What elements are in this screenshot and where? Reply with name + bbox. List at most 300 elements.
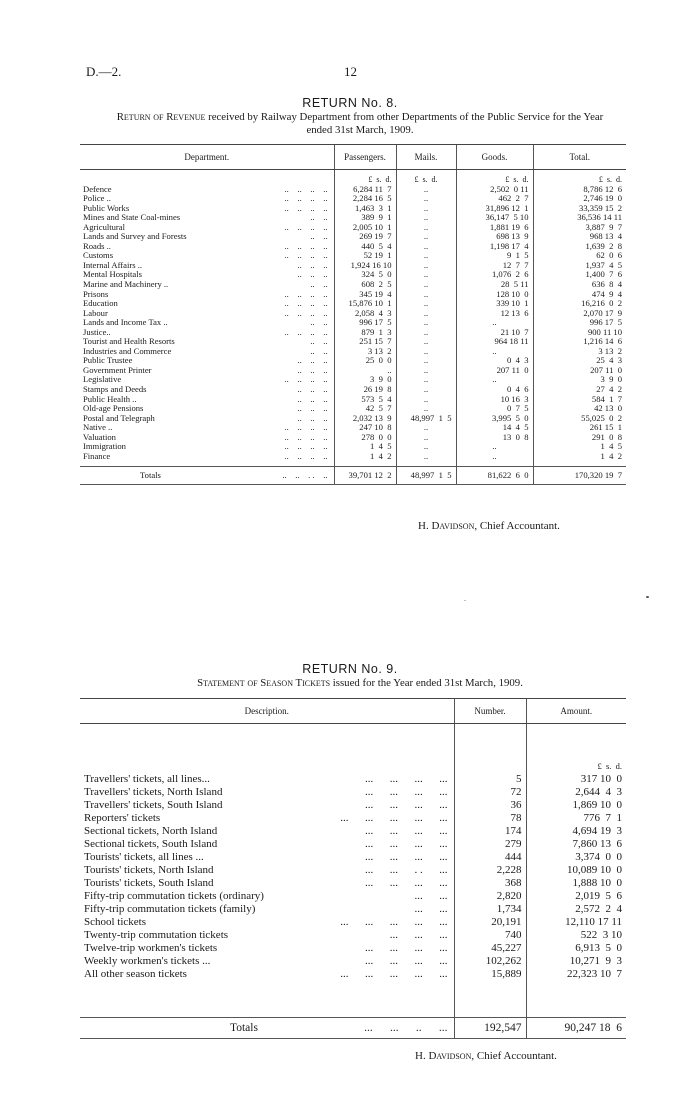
department-cell-text: Customs xyxy=(83,250,114,261)
goods-cell: .. xyxy=(456,442,533,452)
mails-cell: .. xyxy=(396,242,456,252)
signature-title: , Chief Accountant. xyxy=(474,520,560,532)
passengers-cell: 2,005 10 1 xyxy=(334,223,396,233)
dot-leader: .. .. xyxy=(310,317,328,328)
description-cell xyxy=(80,877,454,890)
mails-cell: .. xyxy=(396,204,456,214)
print-speck xyxy=(464,600,466,601)
number-cell: 174 xyxy=(454,825,526,838)
amount-cell: 2,572 2 4 xyxy=(526,903,626,916)
number-cell: 102,262 xyxy=(454,955,526,968)
dot-leader: ... ... xyxy=(414,903,448,915)
total-cell: 16,216 0 2 xyxy=(533,299,626,309)
department-cell-text: Justice.. xyxy=(83,326,111,337)
total-cell: 261 15 1 xyxy=(533,423,626,433)
passengers-cell: 324 5 0 xyxy=(334,270,396,280)
dot-leader: .. .. xyxy=(310,231,328,242)
mails-cell: .. xyxy=(396,223,456,233)
dot-leader: ... ... ... ... ... xyxy=(340,916,448,928)
return-9-subtitle-rest: issued for the Year ended 31st March, 1909. xyxy=(330,677,523,689)
dot-leader: ... ... .. ... xyxy=(364,1022,448,1034)
total-cell: 55,025 0 2 xyxy=(533,414,626,424)
number-cell: 2,228 xyxy=(454,864,526,877)
description-cell-text: School tickets xyxy=(84,916,147,928)
goods-cell: 12 7 7 xyxy=(456,261,533,271)
table-row xyxy=(80,968,626,981)
total-cell: 968 13 4 xyxy=(533,232,626,242)
table-row xyxy=(80,414,626,424)
passengers-cell: 251 15 7 xyxy=(334,337,396,347)
table-row xyxy=(80,433,626,443)
description-cell-text: Twelve-trip workmen's tickets xyxy=(84,942,218,954)
mails-cell: .. xyxy=(396,442,456,452)
return-9-title: RETURN No. 9. xyxy=(302,662,398,676)
dot-leader: .. .. .. .. xyxy=(284,298,328,309)
dot-leader: .. .. .. .. xyxy=(284,307,328,318)
mails-cell: .. xyxy=(396,404,456,414)
table-row xyxy=(80,318,626,328)
dot-leader: .. .. xyxy=(310,345,328,356)
goods-cell: 462 2 7 xyxy=(456,194,533,204)
return-8-header-row xyxy=(80,145,626,170)
table-row xyxy=(80,395,626,405)
department-cell-text: Immigration xyxy=(83,441,126,452)
description-cell-text: Reporters' tickets xyxy=(84,812,161,824)
amount-cell: 522 3 10 xyxy=(526,929,626,942)
amount-cell: 317 10 0 xyxy=(526,773,626,786)
passengers-cell: 389 9 1 xyxy=(334,213,396,223)
signature-title: , Chief Accountant. xyxy=(471,1050,557,1062)
amount-cell: 12,110 17 11 xyxy=(526,916,626,929)
department-cell-text: Finance xyxy=(83,450,111,461)
dot-leader: .. .. .. xyxy=(297,403,328,414)
dot-leader: .. .. .. .. xyxy=(284,450,328,461)
table-row xyxy=(80,280,626,290)
units-row xyxy=(80,760,626,773)
goods-cell: 0 4 6 xyxy=(456,385,533,395)
mails-cell: .. xyxy=(396,356,456,366)
passengers-cell: 6,284 11 7 xyxy=(334,185,396,195)
table-row xyxy=(80,232,626,242)
dot-leader: .. .. .. xyxy=(297,269,328,280)
description-cell-text: Travellers' tickets, North Island xyxy=(84,786,223,798)
table-row xyxy=(80,366,626,376)
goods-cell: 9 1 5 xyxy=(456,251,533,261)
table-row xyxy=(80,851,626,864)
number-total: 192,547 xyxy=(454,1018,526,1039)
amount-cell: 6,913 5 0 xyxy=(526,942,626,955)
number-cell: 5 xyxy=(454,773,526,786)
description-cell-text: Travellers' tickets, all lines... xyxy=(84,773,210,785)
table-row xyxy=(80,194,626,204)
passengers-cell: 247 10 8 xyxy=(334,423,396,433)
table-row xyxy=(80,942,626,955)
dot-leader: .. .. .. xyxy=(297,259,328,270)
description-cell-text: Fifty-trip commutation tickets (ordinary) xyxy=(84,890,264,902)
mails-cell: .. xyxy=(396,375,456,385)
goods-cell: 21 10 7 xyxy=(456,328,533,338)
total-cell: 1,639 2 8 xyxy=(533,242,626,252)
total-cell: 1 4 5 xyxy=(533,442,626,452)
department-cell-text: Marine and Machinery .. xyxy=(83,279,169,290)
department-cell-text: Native .. xyxy=(83,422,113,433)
totals-row xyxy=(80,467,626,485)
mails-cell: .. xyxy=(396,299,456,309)
passengers-cell: .. xyxy=(334,366,396,376)
dot-leader: ... ... ... ... xyxy=(365,877,448,889)
return-8-subtitle xyxy=(110,111,610,137)
description-cell xyxy=(80,773,454,786)
goods-cell: 31,896 12 1 xyxy=(456,204,533,214)
dot-leader: .. .. .. xyxy=(297,364,328,375)
dot-leader: .. .. .. .. xyxy=(284,374,328,385)
goods-cell: 207 11 0 xyxy=(456,366,533,376)
department-cell-text: Internal Affairs .. xyxy=(83,259,143,270)
mails-cell: .. xyxy=(396,318,456,328)
goods-cell: 12 13 6 xyxy=(456,309,533,319)
goods-cell: 2,502 0 11 xyxy=(456,185,533,195)
dot-leader: .. .. xyxy=(310,336,328,347)
description-cell xyxy=(80,968,454,981)
total-cell: 1 4 2 xyxy=(533,452,626,462)
goods-cell: 0 7 5 xyxy=(456,404,533,414)
description-cell-text: Tourists' tickets, all lines ... xyxy=(84,851,204,863)
department-cell-text: Industries and Commerce xyxy=(83,345,172,356)
total-cell: 62 0 6 xyxy=(533,251,626,261)
department-cell-text: Labour xyxy=(83,307,108,318)
department-cell-text: Mental Hospitals xyxy=(83,269,142,280)
number-cell: 15,889 xyxy=(454,968,526,981)
mails-cell: .. xyxy=(396,337,456,347)
mails-cell: .. xyxy=(396,433,456,443)
mails-cell: .. xyxy=(396,347,456,357)
dot-leader: .. .. .. xyxy=(297,412,328,423)
department-cell-text: Education xyxy=(83,298,118,309)
signature-name: H. Davidson xyxy=(415,1050,472,1062)
total-cell: 8,786 12 6 xyxy=(533,185,626,195)
total-cell: 207 11 0 xyxy=(533,366,626,376)
passengers-cell: 3 9 0 xyxy=(334,375,396,385)
amount-cell: 3,374 0 0 xyxy=(526,851,626,864)
table-row xyxy=(80,955,626,968)
mails-cell: .. xyxy=(396,213,456,223)
page-reference: D.—2. xyxy=(86,64,122,79)
number-cell: 2,820 xyxy=(454,890,526,903)
description-cell xyxy=(80,812,454,825)
department-cell-text: Valuation xyxy=(83,431,116,442)
description-cell-text: Sectional tickets, South Island xyxy=(84,838,218,850)
passengers-cell: 1 4 2 xyxy=(334,452,396,462)
return-9-signature xyxy=(415,1050,557,1062)
number-cell: 78 xyxy=(454,812,526,825)
department-cell xyxy=(80,452,334,462)
mails-cell: .. xyxy=(396,232,456,242)
department-cell-text: Tourist and Health Resorts xyxy=(83,336,175,347)
mails-cell: .. xyxy=(396,251,456,261)
passengers-total: 39,701 12 2 xyxy=(334,467,396,485)
amount-cell: 10,271 9 3 xyxy=(526,955,626,968)
dot-leader: .. .. . . .. xyxy=(282,470,328,481)
totals-row xyxy=(80,1018,626,1039)
header-passengers: Passengers. xyxy=(334,145,396,170)
dot-leader: .. .. .. .. xyxy=(284,288,328,299)
passengers-cell: 269 19 7 xyxy=(334,232,396,242)
department-cell-text: Police .. xyxy=(83,193,111,204)
passengers-cell: 608 2 5 xyxy=(334,280,396,290)
table-row xyxy=(80,261,626,271)
goods-cell: .. xyxy=(456,318,533,328)
mails-cell: .. xyxy=(396,261,456,271)
table-row xyxy=(80,773,626,786)
department-cell-text: Postal and Telegraph xyxy=(83,412,155,423)
goods-cell: 28 5 11 xyxy=(456,280,533,290)
header-goods: Goods. xyxy=(456,145,533,170)
dot-leader: .. .. xyxy=(310,279,328,290)
department-cell-text: Public Health .. xyxy=(83,393,137,404)
passengers-cell: 2,284 16 5 xyxy=(334,194,396,204)
dot-leader: .. .. .. .. xyxy=(284,250,328,261)
number-cell: 1,734 xyxy=(454,903,526,916)
return-8-subtitle-rest: received by Railway Department from other Departments of the Public Service for the Year ended 31st March, 1909. xyxy=(205,111,604,136)
passengers-cell: 879 1 3 xyxy=(334,328,396,338)
number-cell: 444 xyxy=(454,851,526,864)
return-9-subtitle xyxy=(100,677,620,690)
number-cell: 368 xyxy=(454,877,526,890)
department-cell-text: Lands and Survey and Forests xyxy=(83,231,187,242)
header-total: Total. xyxy=(533,145,626,170)
amount-cell: 1,869 10 0 xyxy=(526,799,626,812)
amount-total: 90,247 18 6 xyxy=(526,1018,626,1039)
description-cell xyxy=(80,825,454,838)
department-cell-text: Prisons xyxy=(83,288,109,299)
header-description: Description. xyxy=(80,699,454,724)
total-cell: 2,746 19 0 xyxy=(533,194,626,204)
department-cell-text: Public Trustee xyxy=(83,355,133,366)
goods-cell: .. xyxy=(456,375,533,385)
amount-cell: 2,019 5 6 xyxy=(526,890,626,903)
mails-cell: .. xyxy=(396,280,456,290)
description-cell xyxy=(80,799,454,812)
dot-leader: ... ... ... ... xyxy=(365,851,448,863)
department-cell-text: Mines and State Coal-mines xyxy=(83,212,181,223)
return-9-header-row xyxy=(80,699,626,724)
description-cell xyxy=(80,864,454,877)
header-number: Number. xyxy=(454,699,526,724)
total-cell: 1,216 14 6 xyxy=(533,337,626,347)
dot-leader: .. .. .. .. xyxy=(284,221,328,232)
mails-cell: .. xyxy=(396,309,456,319)
department-cell-text: Defence xyxy=(83,183,112,194)
table-row xyxy=(80,242,626,252)
goods-cell: 1,881 19 6 xyxy=(456,223,533,233)
table-row xyxy=(80,356,626,366)
dot-leader: .. .. .. .. xyxy=(284,326,328,337)
unit-label: £ s. d. xyxy=(396,175,456,185)
total-cell: 584 1 7 xyxy=(533,395,626,405)
return-8-title: RETURN No. 8. xyxy=(302,96,398,110)
description-cell-text: Twenty-trip commutation tickets xyxy=(84,929,229,941)
description-cell xyxy=(80,942,454,955)
goods-cell: 13 0 8 xyxy=(456,433,533,443)
department-cell-text: Lands and Income Tax .. xyxy=(83,317,168,328)
dot-leader: .. .. .. .. xyxy=(284,431,328,442)
description-cell xyxy=(80,903,454,916)
dot-leader: ... ... ... ... xyxy=(365,799,448,811)
dot-leader: ... ... ... ... xyxy=(365,955,448,967)
total-cell: 636 8 4 xyxy=(533,280,626,290)
department-cell-text: Agricultural xyxy=(83,221,125,232)
unit-label: £ s. d. xyxy=(526,760,626,773)
dot-leader: .. .. .. .. xyxy=(284,202,328,213)
total-cell: 3,887 9 7 xyxy=(533,223,626,233)
description-cell-text: Sectional tickets, North Island xyxy=(84,825,218,837)
print-speck xyxy=(646,596,649,598)
mails-cell: .. xyxy=(396,270,456,280)
grand-total: 170,320 19 7 xyxy=(533,467,626,485)
passengers-cell: 15,876 10 1 xyxy=(334,299,396,309)
dot-leader: ... ... ... ... xyxy=(365,786,448,798)
table-row xyxy=(80,877,626,890)
passengers-cell: 52 19 1 xyxy=(334,251,396,261)
totals-label xyxy=(80,1018,454,1039)
goods-cell: 3,995 5 0 xyxy=(456,414,533,424)
dot-leader: ... ... ... ... ... xyxy=(340,812,448,824)
number-cell: 20,191 xyxy=(454,916,526,929)
description-cell-text: Weekly workmen's tickets ... xyxy=(84,955,211,967)
total-cell: 291 0 8 xyxy=(533,433,626,443)
total-cell: 36,536 14 11 xyxy=(533,213,626,223)
department-cell-text: Old-age Pensions xyxy=(83,403,144,414)
unit-label: £ s. d. xyxy=(533,175,626,185)
table-row xyxy=(80,799,626,812)
dot-leader: ... ... ... ... xyxy=(365,773,448,785)
page-number: 12 xyxy=(344,64,357,79)
department-cell-text: Legislative xyxy=(83,374,122,385)
mails-cell: .. xyxy=(396,185,456,195)
number-cell: 45,227 xyxy=(454,942,526,955)
signature-name: H. Davidson xyxy=(418,520,475,532)
passengers-cell: 996 17 5 xyxy=(334,318,396,328)
amount-cell: 776 7 1 xyxy=(526,812,626,825)
mails-cell: .. xyxy=(396,452,456,462)
description-cell xyxy=(80,955,454,968)
table-row xyxy=(80,299,626,309)
passengers-cell: 2,058 4 3 xyxy=(334,309,396,319)
department-cell-text: Stamps and Deeds xyxy=(83,384,147,395)
goods-cell: .. xyxy=(456,347,533,357)
totals-label-text: Totals xyxy=(230,1022,258,1034)
description-cell-text: Fifty-trip commutation tickets (family) xyxy=(84,903,256,915)
goods-cell: 128 10 0 xyxy=(456,290,533,300)
dot-leader: .. .. .. .. xyxy=(284,422,328,433)
dot-leader: .. .. .. .. xyxy=(284,240,328,251)
table-row xyxy=(80,423,626,433)
unit-label: £ s. d. xyxy=(334,175,396,185)
total-cell: 996 17 5 xyxy=(533,318,626,328)
passengers-cell: 2,032 13 9 xyxy=(334,414,396,424)
table-row xyxy=(80,929,626,942)
header-mails: Mails. xyxy=(396,145,456,170)
mails-cell: .. xyxy=(396,290,456,300)
dot-leader: ... ... ... xyxy=(389,929,448,941)
return-9-subtitle-prefix: Statement of Season Tickets xyxy=(197,677,331,689)
number-cell: 72 xyxy=(454,786,526,799)
dot-leader: .. .. .. .. xyxy=(284,193,328,204)
number-cell: 36 xyxy=(454,799,526,812)
dot-leader: ... ... . . ... xyxy=(365,864,448,876)
dot-leader: ... ... ... ... xyxy=(365,825,448,837)
goods-cell: 0 4 3 xyxy=(456,356,533,366)
table-row xyxy=(80,864,626,877)
description-cell-text: Tourists' tickets, South Island xyxy=(84,877,214,889)
total-cell: 900 11 10 xyxy=(533,328,626,338)
mails-cell: .. xyxy=(396,194,456,204)
return-8-table xyxy=(80,144,626,485)
total-cell: 1,400 7 6 xyxy=(533,270,626,280)
table-row xyxy=(80,385,626,395)
total-cell: 42 13 0 xyxy=(533,404,626,414)
department-cell-text: Government Printer xyxy=(83,364,152,375)
goods-cell: 14 4 5 xyxy=(456,423,533,433)
dot-leader: ... ... xyxy=(414,890,448,902)
table-row xyxy=(80,452,626,462)
passengers-cell: 345 19 4 xyxy=(334,290,396,300)
passengers-cell: 278 0 0 xyxy=(334,433,396,443)
department-cell-text: Public Works xyxy=(83,202,130,213)
mails-cell: .. xyxy=(396,328,456,338)
dot-leader: .. .. .. xyxy=(297,384,328,395)
header-amount: Amount. xyxy=(526,699,626,724)
passengers-cell: 26 19 8 xyxy=(334,385,396,395)
total-cell: 3 13 2 xyxy=(533,347,626,357)
passengers-cell: 3 13 2 xyxy=(334,347,396,357)
goods-cell: 964 18 11 xyxy=(456,337,533,347)
mails-cell: .. xyxy=(396,366,456,376)
mails-cell: .. xyxy=(396,423,456,433)
return-8-subtitle-prefix: Return of Revenue xyxy=(116,111,206,123)
goods-cell: 1,076 2 6 xyxy=(456,270,533,280)
passengers-cell: 42 5 7 xyxy=(334,404,396,414)
dot-leader: .. .. .. xyxy=(297,355,328,366)
total-cell: 27 4 2 xyxy=(533,385,626,395)
dot-leader: .. .. .. .. xyxy=(284,441,328,452)
description-cell xyxy=(80,890,454,903)
table-row xyxy=(80,812,626,825)
table-row xyxy=(80,786,626,799)
table-row xyxy=(80,442,626,452)
description-cell xyxy=(80,786,454,799)
dot-leader: ... ... ... ... xyxy=(365,838,448,850)
table-row xyxy=(80,916,626,929)
goods-cell: 698 13 9 xyxy=(456,232,533,242)
goods-cell: .. xyxy=(456,452,533,462)
description-cell xyxy=(80,851,454,864)
totals-label-text: Totals xyxy=(140,470,161,481)
totals-label xyxy=(80,467,334,485)
mails-cell: 48,997 1 5 xyxy=(396,414,456,424)
table-row xyxy=(80,375,626,385)
amount-cell: 7,860 13 6 xyxy=(526,838,626,851)
table-row xyxy=(80,890,626,903)
description-cell xyxy=(80,916,454,929)
goods-cell: 1,198 17 4 xyxy=(456,242,533,252)
mails-cell: .. xyxy=(396,395,456,405)
passengers-cell: 440 5 4 xyxy=(334,242,396,252)
goods-cell: 339 10 1 xyxy=(456,299,533,309)
amount-cell: 2,644 4 3 xyxy=(526,786,626,799)
unit-label: £ s. d. xyxy=(456,175,533,185)
passengers-cell: 1,463 3 1 xyxy=(334,204,396,214)
